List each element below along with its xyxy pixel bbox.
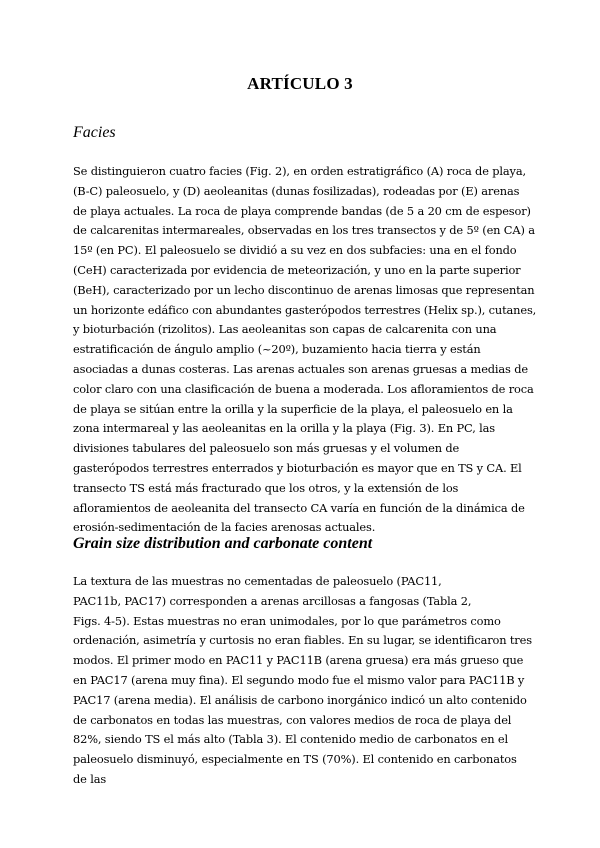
section-heading-facies: Facies xyxy=(73,124,116,141)
text-line: ordenación, asimetría y curtosis no eran fiables. En su lugar, se identificaron tres xyxy=(73,633,532,648)
text-line: asociadas a dunas costeras. Las arenas actuales son arenas gruesas a medias de xyxy=(73,361,528,376)
text-line: de carbonatos en todas las muestras, con valores medios de roca de playa del xyxy=(73,712,512,727)
text-line: modos. El primer modo en PAC11 y PAC11B (arena gruesa) era más grueso que xyxy=(73,653,524,668)
section-heading-grain-size: Grain size distribution and carbonate content xyxy=(73,535,373,552)
text-line: estratificación de ángulo amplio (~20º), buzamiento hacia tierra y están xyxy=(73,342,481,357)
text-line: PAC11b, PAC17) corresponden a arenas arcillosas a fangosas (Tabla 2, xyxy=(73,593,472,608)
text-line: La textura de las muestras no cementadas de paleosuelo (PAC11, xyxy=(73,574,442,588)
text-line: 15º (en PC). El paleosuelo se dividió a su vez en dos subfacies: una en el fondo xyxy=(73,243,517,258)
text-line: gasterópodos terrestres enterrados y bioturbación es mayor que en TS y CA. El xyxy=(73,460,522,475)
text-line: color claro con una clasificación de buena a moderada. Los afloramientos de roca xyxy=(73,381,534,396)
text-line: transecto TS está más fracturado que los otros, y la extensión de los xyxy=(73,480,459,495)
section-body-grain-size xyxy=(73,572,533,790)
text-line: PAC17 (arena media). El análisis de carbono inorgánico indicó un alto contenido xyxy=(73,692,527,707)
text-line: (CeH) caracterizada por evidencia de meteorización, y uno en la parte superior xyxy=(73,262,521,277)
page-title: ARTÍCULO 3 xyxy=(247,74,353,93)
text-line: Se distinguieron cuatro facies (Fig. 2), en orden estratigráfico (A) roca de playa, xyxy=(73,164,526,178)
text-line: paleosuelo disminuyó, especialmente en TS (70%). El contenido en carbonatos xyxy=(73,752,517,767)
text-line: Figs. 4-5). Estas muestras no eran unimodales, por lo que parámetros como xyxy=(73,613,501,628)
text-line: de calcarenitas intermareales, observadas en los tres transectos y de 5º (en CA) a xyxy=(73,223,535,238)
text-line: divisiones tabulares del paleosuelo son más gruesas y el volumen de xyxy=(73,441,460,456)
text-line: afloramientos de aeoleanita del transecto CA varía en función de la dinámica de xyxy=(73,500,525,515)
text-line: un horizonte edáfico con abundantes gasterópodos terrestres (Helix sp.), cutanes, xyxy=(73,302,537,317)
text-line: 82%, siendo TS el más alto (Tabla 3). El contenido medio de carbonatos en el xyxy=(73,732,508,747)
text-line: (B-C) paleosuelo, y (D) aeoleanitas (dunas fosilizadas), rodeadas por (E) arenas xyxy=(73,183,520,198)
section-body-facies xyxy=(73,162,537,538)
text-line: erosión-sedimentación de la facies arenosas actuales. xyxy=(73,520,376,535)
text-line: en PAC17 (arena muy fina). El segundo modo fue el mismo valor para PAC11B y xyxy=(73,672,525,687)
text-line: (BeH), caracterizado por un lecho discontinuo de arenas limosas que representan xyxy=(73,282,535,297)
text-line: de playa actuales. La roca de playa comprende bandas (de 5 a 20 cm de espesor) xyxy=(73,203,531,218)
text-line: y bioturbación (rizolitos). Las aeoleanitas son capas de calcarenita con una xyxy=(73,322,497,337)
text-line: de playa se sitúan entre la orilla y la superficie de la playa, el paleosuelo en la xyxy=(73,401,513,416)
text-line: zona intermareal y las aeoleanitas en la orilla y la playa (Fig. 3). En PC, las xyxy=(73,421,495,436)
text-line: de las xyxy=(73,771,107,786)
